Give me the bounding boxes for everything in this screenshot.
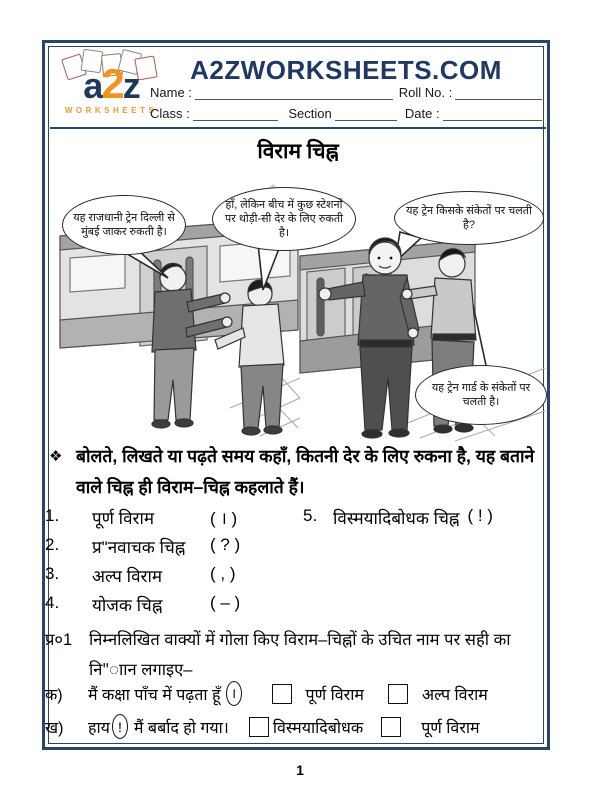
- question-sentence: मैं कक्षा पाँच में पढ़ता हूँ: [88, 686, 221, 704]
- class-label: Class :: [150, 106, 190, 121]
- question-label: ख): [45, 719, 64, 737]
- section-input-line[interactable]: [335, 105, 397, 121]
- item-label: विस्मयादिबोधक चिह्न: [333, 509, 460, 528]
- rollno-label: Roll No. :: [398, 85, 453, 100]
- item-number: 4.: [45, 593, 60, 612]
- page-number: 1: [296, 762, 304, 778]
- question-number: प्र०1: [45, 631, 73, 649]
- item-number: 1.: [45, 506, 60, 525]
- item-symbol: ( ? ): [210, 535, 241, 554]
- item-number: 3.: [45, 564, 60, 583]
- name-roll-row: [150, 84, 542, 100]
- name-input-line[interactable]: [195, 84, 393, 100]
- list-item: [45, 535, 240, 558]
- definition-text: बोलते, लिखते या पढ़ते समय कहाँ, कितनी देर के लिए रुकना है, यह बताने वाले चिह्न ही विराम–चिह्न कहलाते हैं।: [76, 446, 535, 497]
- list-item: [45, 593, 240, 616]
- list-item: [303, 506, 493, 529]
- checkbox[interactable]: [272, 684, 292, 704]
- speech-bubble-3: यह ट्रेन किसके संकेतों पर चलती है?: [394, 191, 544, 245]
- list-item: [45, 506, 237, 529]
- question-sentence: हाय: [88, 719, 110, 737]
- item-symbol: ( , ): [210, 564, 236, 583]
- logo-letter-a: a: [83, 65, 102, 106]
- class-section-date-row: [150, 105, 542, 121]
- checkbox[interactable]: [249, 717, 269, 737]
- item-number: 5.: [303, 506, 318, 525]
- question1-instruction: [45, 627, 549, 650]
- name-label: Name :: [150, 85, 192, 100]
- speech-bubble-2: हाँ, लेकिन बीच में कुछ स्टेशनों पर थोड़ी-सी देर के लिए रुकती है।: [212, 187, 356, 251]
- question-text-line2: नि"ाान लगाइए–: [89, 661, 193, 679]
- speech-bubble-4: यह ट्रेन गार्ड के संकेतों पर चलती है।: [415, 365, 547, 425]
- diamond-bullet-icon: ❖: [49, 448, 63, 465]
- option-label: पूर्ण विराम: [305, 686, 364, 704]
- item-label: अल्प विराम: [92, 567, 163, 586]
- circled-mark: ।: [226, 681, 242, 706]
- item-symbol: ( ! ): [467, 506, 493, 525]
- circled-mark: !: [112, 714, 128, 739]
- item-symbol: ( । ): [210, 509, 238, 528]
- section-label: Section: [288, 106, 332, 121]
- item-label: योजक चिह्न: [92, 596, 163, 615]
- checkbox[interactable]: [381, 717, 401, 737]
- question-sentence-after: मैं बर्बाद हो गया।: [133, 719, 229, 737]
- speech-bubble-1: यह राजधानी ट्रेन दिल्ली से मुंबई जाकर रुकती है।: [62, 195, 186, 255]
- question-text-line1: निम्नलिखित वाक्यों में गोला किए विराम–चिह्नों के उचित नाम पर सही का: [89, 631, 511, 649]
- logo-letter-z: z: [122, 65, 139, 106]
- option-label: अल्प विराम: [421, 686, 488, 704]
- header-divider: [50, 127, 546, 129]
- item-label: प्र"नवाचक चिह्न: [92, 538, 186, 557]
- rollno-input-line[interactable]: [455, 84, 542, 100]
- question-row-kha: [45, 714, 480, 739]
- option-label: पूर्ण विराम: [421, 719, 480, 737]
- question-label: क): [45, 686, 63, 704]
- date-input-line[interactable]: [443, 105, 542, 121]
- site-title: A2ZWORKSHEETS.COM: [190, 55, 502, 85]
- class-input-line[interactable]: [193, 105, 279, 121]
- worksheet-title: विराम चिह्न: [257, 140, 339, 163]
- list-item: [45, 564, 236, 587]
- option-label: विस्मयादिबोधक: [272, 719, 364, 737]
- item-symbol: ( – ): [210, 593, 241, 612]
- question-row-ka: [45, 681, 488, 706]
- item-number: 2.: [45, 535, 60, 554]
- date-label: Date :: [404, 106, 440, 121]
- checkbox[interactable]: [388, 684, 408, 704]
- item-label: पूर्ण विराम: [92, 509, 155, 528]
- logo-worksheets-text: WORKSHEETS: [64, 106, 158, 115]
- logo-letter-2: 2: [101, 60, 123, 107]
